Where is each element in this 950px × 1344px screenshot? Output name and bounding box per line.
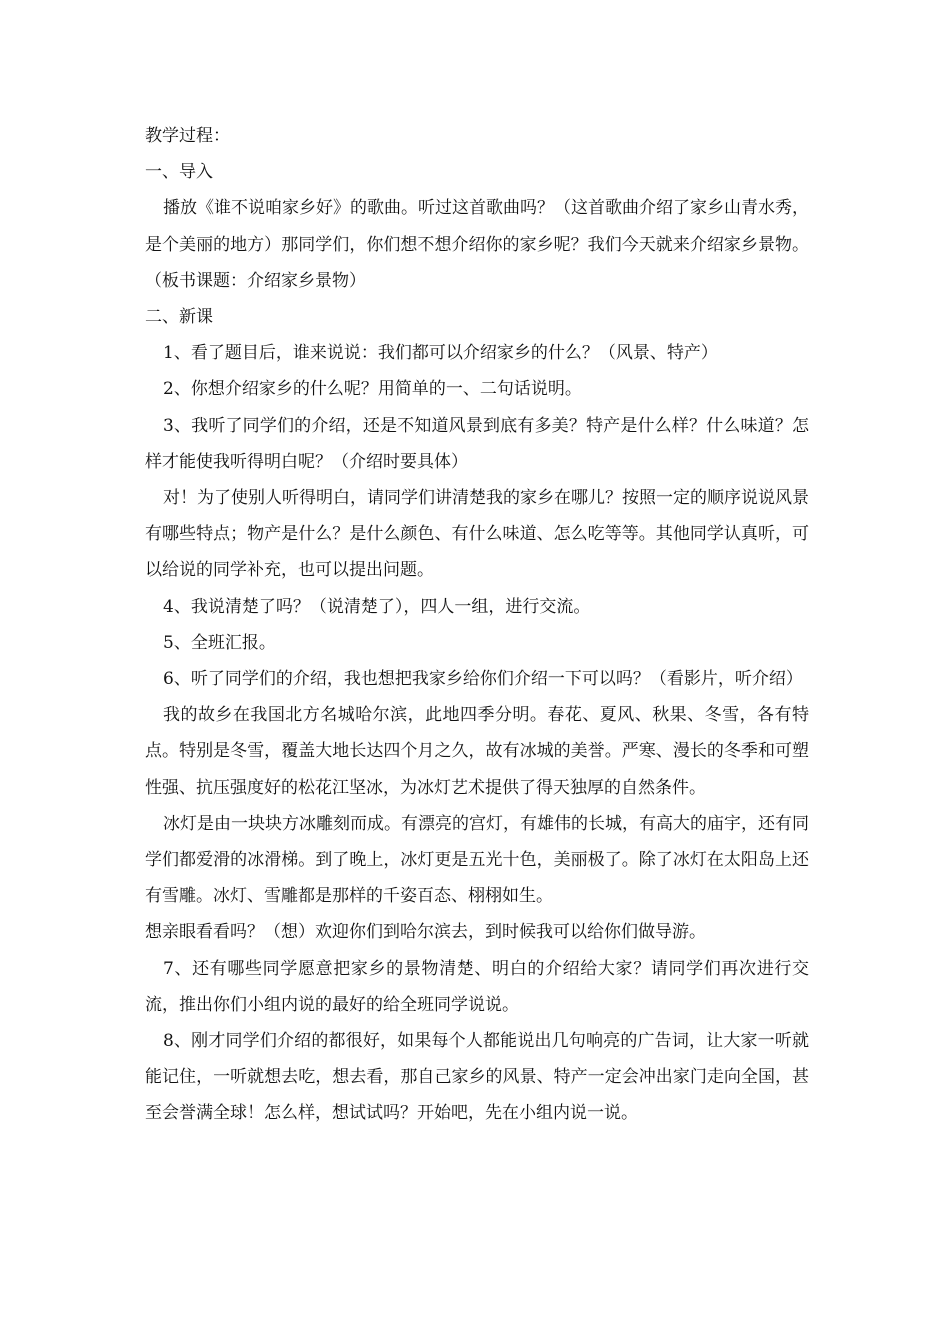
paragraph-step-7: 7、还有哪些同学愿意把家乡的景物清楚、明白的介绍给大家？请同学们再次进行交流，推出你们小组内说的最好的给全班同学说说。 [145,958,809,1015]
paragraph-step-8: 8、刚才同学们介绍的都很好，如果每个人都能说出几句响亮的广告词，让大家一听就能记住，一听就想去吃，想去看，那自己家乡的风景、特产一定会冲出家门走向全国，甚至会誉满全球！怎么样，想试试吗？开始吧，先在小组内说一说。 [145,1031,809,1124]
paragraph-step-2: 2、你想介绍家乡的什么呢？用简单的一、二句话说明。 [163,379,582,400]
section-heading-process: 教学过程： [145,126,230,146]
paragraph-step-3-detail: 对！为了使别人听得明白，请同学们讲清楚我的家乡在哪儿？按照一定的顺序说说风景有哪些特点；物产是什么？是什么颜色、有什么味道、怎么吃等等。其他同学认真听，可以给说的同学补充，也可以提出问题。 [145,488,809,581]
section-heading-intro: 一、导入 [145,162,213,183]
document-body [145,118,809,1132]
paragraph-ice-lanterns: 冰灯是由一块块方冰雕刻而成。有漂亮的宫灯，有雄伟的长城，有高大的庙宇，还有同学们都爱滑的冰滑梯。到了晚上，冰灯更是五光十色，美丽极了。除了冰灯在太阳岛上还有雪雕。冰灯、雪雕都是那样的千姿百态、栩栩如生。 [145,813,809,907]
paragraph-step-3: 3、我听了同学们的介绍，还是不知道风景到底有多美？特产是什么样？什么味道？怎样才能使我听得明白呢？（介绍时要具体） [145,415,809,472]
paragraph-intro-song: 播放《谁不说咱家乡好》的歌曲。听过这首歌曲吗？（这首歌曲介绍了家乡山青水秀，是个美丽的地方）那同学们，你们想不想介绍你的家乡呢？我们今天就来介绍家乡景物。（板书课题：介绍家乡景物） [145,198,809,291]
paragraph-step-1: 1、看了题目后，谁来说说：我们都可以介绍家乡的什么？（风景、特产） [163,343,718,364]
paragraph-step-5: 5、全班汇报。 [163,632,276,653]
paragraph-invitation: 想亲眼看看吗？（想）欢迎你们到哈尔滨去，到时候我可以给你们做导游。 [145,922,706,943]
paragraph-step-4: 4、我说清楚了吗？（说清楚了），四人一组，进行交流。 [163,596,591,617]
section-heading-new-lesson: 二、新课 [145,307,213,328]
paragraph-step-6: 6、听了同学们的介绍，我也想把我家乡给你们介绍一下可以吗？（看影片，听介绍） [163,669,803,690]
paragraph-harbin-seasons: 我的故乡在我国北方名城哈尔滨，此地四季分明。春花、夏风、秋果、冬雪，各有特点。特别是冬雪，覆盖大地长达四个月之久，故有冰城的美誉。严寒、漫长的冬季和可塑性强、抗压强度好的松花江坚冰，为冰灯艺术提供了得天独厚的自然条件。 [145,705,809,798]
